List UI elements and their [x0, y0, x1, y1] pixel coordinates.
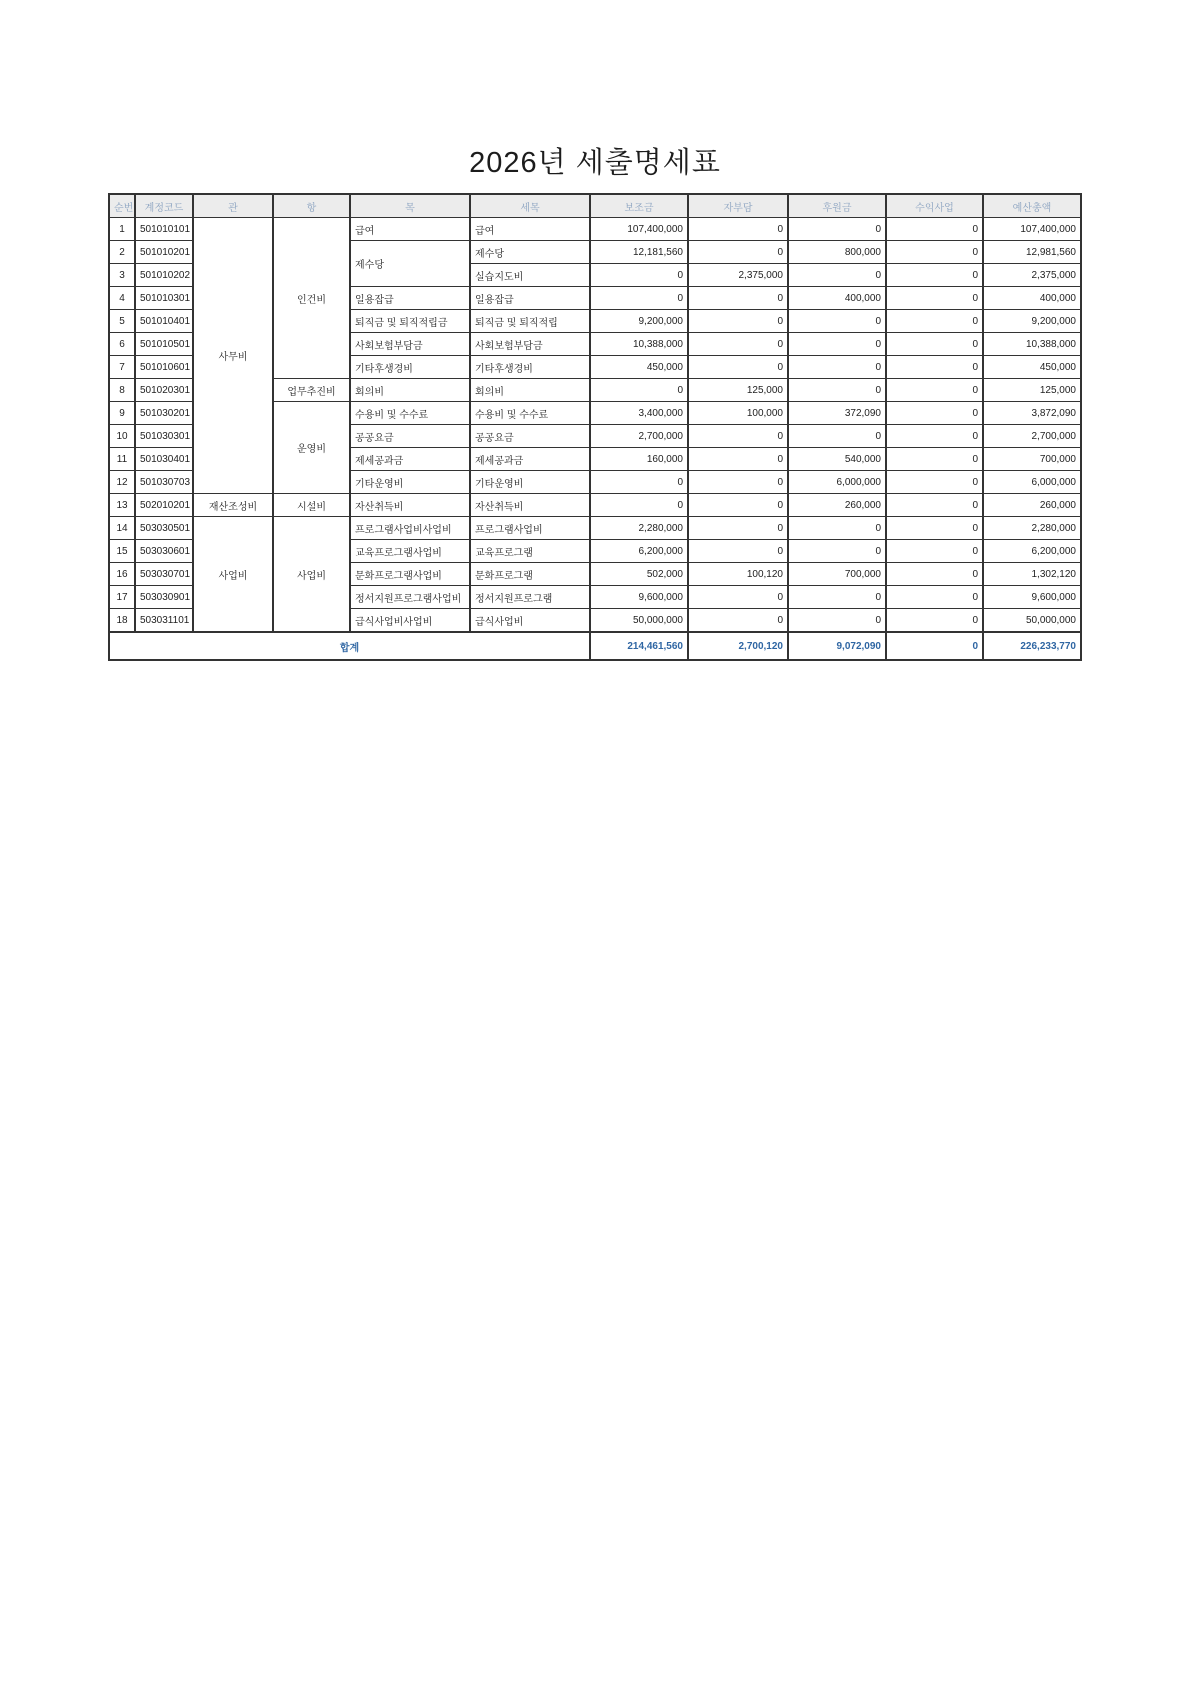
cell-amount-jabudam: 0: [688, 333, 788, 356]
cell-account-code: 502010201: [135, 494, 193, 517]
cell-amount-total-budget: 3,872,090: [983, 402, 1081, 425]
cell-amount-suiksaeop: 0: [886, 287, 983, 310]
total-amount-jabudam: 2,700,120: [688, 632, 788, 660]
col-header-gwan: 관: [193, 194, 273, 218]
cell-semok-item: 퇴직금 및 퇴직적립: [470, 310, 590, 333]
col-header-suiksaeop: 수익사업: [886, 194, 983, 218]
cell-amount-suiksaeop: 0: [886, 540, 983, 563]
cell-amount-suiksaeop: 0: [886, 379, 983, 402]
cell-amount-bojogeum: 0: [590, 494, 688, 517]
cell-amount-huwongeum: 0: [788, 356, 886, 379]
cell-amount-jabudam: 0: [688, 425, 788, 448]
cell-amount-jabudam: 0: [688, 494, 788, 517]
cell-amount-jabudam: 100,000: [688, 402, 788, 425]
cell-amount-huwongeum: 260,000: [788, 494, 886, 517]
cell-row-number: 8: [109, 379, 135, 402]
cell-amount-bojogeum: 9,600,000: [590, 586, 688, 609]
cell-amount-jabudam: 0: [688, 287, 788, 310]
cell-semok-item: 정서지원프로그램: [470, 586, 590, 609]
cell-amount-bojogeum: 0: [590, 287, 688, 310]
cell-amount-huwongeum: 0: [788, 264, 886, 287]
col-header-jabudam: 자부담: [688, 194, 788, 218]
cell-mok-item: 회의비: [350, 379, 470, 402]
cell-amount-suiksaeop: 0: [886, 310, 983, 333]
cell-row-number: 11: [109, 448, 135, 471]
cell-amount-bojogeum: 0: [590, 379, 688, 402]
table-row: [109, 494, 1081, 517]
cell-amount-total-budget: 6,200,000: [983, 540, 1081, 563]
cell-amount-total-budget: 2,280,000: [983, 517, 1081, 540]
cell-amount-total-budget: 125,000: [983, 379, 1081, 402]
cell-row-number: 14: [109, 517, 135, 540]
table-row: [109, 218, 1081, 241]
cell-mok-item: 프로그램사업비사업비: [350, 517, 470, 540]
cell-semok-item: 급식사업비: [470, 609, 590, 633]
cell-amount-suiksaeop: 0: [886, 425, 983, 448]
col-header-code: 계정코드: [135, 194, 193, 218]
cell-row-number: 4: [109, 287, 135, 310]
cell-mok-item: 문화프로그램사업비: [350, 563, 470, 586]
cell-amount-jabudam: 0: [688, 218, 788, 241]
cell-account-code: 503030901: [135, 586, 193, 609]
cell-amount-suiksaeop: 0: [886, 218, 983, 241]
cell-amount-total-budget: 400,000: [983, 287, 1081, 310]
cell-amount-huwongeum: 0: [788, 333, 886, 356]
cell-amount-bojogeum: 10,388,000: [590, 333, 688, 356]
cell-hang-category: 사업비: [273, 517, 350, 633]
col-header-huwongeum: 후원금: [788, 194, 886, 218]
cell-semok-item: 기타후생경비: [470, 356, 590, 379]
cell-mok-item: 일용잡급: [350, 287, 470, 310]
cell-amount-huwongeum: 400,000: [788, 287, 886, 310]
cell-semok-item: 일용잡급: [470, 287, 590, 310]
cell-amount-suiksaeop: 0: [886, 586, 983, 609]
total-label: 합계: [109, 632, 590, 660]
cell-amount-huwongeum: 0: [788, 425, 886, 448]
cell-account-code: 501020301: [135, 379, 193, 402]
cell-mok-item: 급식사업비사업비: [350, 609, 470, 633]
cell-amount-bojogeum: 502,000: [590, 563, 688, 586]
col-header-mok: 목: [350, 194, 470, 218]
cell-amount-suiksaeop: 0: [886, 609, 983, 633]
cell-row-number: 10: [109, 425, 135, 448]
cell-amount-suiksaeop: 0: [886, 471, 983, 494]
cell-amount-huwongeum: 800,000: [788, 241, 886, 264]
cell-semok-item: 공공요금: [470, 425, 590, 448]
cell-account-code: 501010601: [135, 356, 193, 379]
cell-amount-total-budget: 50,000,000: [983, 609, 1081, 633]
cell-account-code: 503030701: [135, 563, 193, 586]
cell-account-code: 503031101: [135, 609, 193, 633]
cell-account-code: 501010201: [135, 241, 193, 264]
cell-amount-bojogeum: 2,700,000: [590, 425, 688, 448]
cell-amount-suiksaeop: 0: [886, 333, 983, 356]
cell-amount-jabudam: 0: [688, 310, 788, 333]
cell-amount-total-budget: 10,388,000: [983, 333, 1081, 356]
cell-row-number: 12: [109, 471, 135, 494]
cell-amount-jabudam: 100,120: [688, 563, 788, 586]
col-header-hang: 항: [273, 194, 350, 218]
cell-mok-item: 공공요금: [350, 425, 470, 448]
cell-row-number: 15: [109, 540, 135, 563]
cell-mok-item: 제수당: [350, 241, 470, 287]
cell-semok-item: 급여: [470, 218, 590, 241]
cell-account-code: 503030501: [135, 517, 193, 540]
cell-row-number: 16: [109, 563, 135, 586]
cell-amount-suiksaeop: 0: [886, 494, 983, 517]
cell-amount-total-budget: 2,700,000: [983, 425, 1081, 448]
cell-hang-category: 운영비: [273, 402, 350, 494]
col-header-no: 순번: [109, 194, 135, 218]
cell-amount-huwongeum: 0: [788, 609, 886, 633]
cell-mok-item: 기타운영비: [350, 471, 470, 494]
cell-amount-huwongeum: 540,000: [788, 448, 886, 471]
cell-amount-jabudam: 0: [688, 241, 788, 264]
cell-row-number: 5: [109, 310, 135, 333]
cell-amount-suiksaeop: 0: [886, 448, 983, 471]
cell-semok-item: 제세공과금: [470, 448, 590, 471]
cell-amount-suiksaeop: 0: [886, 356, 983, 379]
cell-semok-item: 회의비: [470, 379, 590, 402]
cell-gwan-category: 재산조성비: [193, 494, 273, 517]
cell-mok-item: 교육프로그램사업비: [350, 540, 470, 563]
cell-amount-bojogeum: 50,000,000: [590, 609, 688, 633]
cell-amount-suiksaeop: 0: [886, 241, 983, 264]
col-header-semok: 세목: [470, 194, 590, 218]
cell-semok-item: 기타운영비: [470, 471, 590, 494]
cell-amount-huwongeum: 6,000,000: [788, 471, 886, 494]
cell-amount-suiksaeop: 0: [886, 517, 983, 540]
table-row: [109, 517, 1081, 540]
cell-amount-bojogeum: 9,200,000: [590, 310, 688, 333]
cell-amount-suiksaeop: 0: [886, 264, 983, 287]
cell-account-code: 501030201: [135, 402, 193, 425]
cell-row-number: 3: [109, 264, 135, 287]
cell-amount-jabudam: 0: [688, 540, 788, 563]
col-header-total-budget: 예산총액: [983, 194, 1081, 218]
cell-amount-jabudam: 0: [688, 586, 788, 609]
cell-mok-item: 급여: [350, 218, 470, 241]
cell-amount-bojogeum: 160,000: [590, 448, 688, 471]
table-header-row: [109, 194, 1081, 218]
cell-mok-item: 정서지원프로그램사업비: [350, 586, 470, 609]
cell-amount-jabudam: 0: [688, 471, 788, 494]
cell-hang-category: 업무추진비: [273, 379, 350, 402]
cell-amount-total-budget: 450,000: [983, 356, 1081, 379]
cell-amount-bojogeum: 2,280,000: [590, 517, 688, 540]
cell-row-number: 9: [109, 402, 135, 425]
cell-semok-item: 제수당: [470, 241, 590, 264]
budget-table: [108, 193, 1082, 661]
cell-row-number: 6: [109, 333, 135, 356]
cell-amount-huwongeum: 0: [788, 310, 886, 333]
cell-account-code: 501010501: [135, 333, 193, 356]
cell-amount-total-budget: 700,000: [983, 448, 1081, 471]
cell-amount-bojogeum: 107,400,000: [590, 218, 688, 241]
cell-amount-total-budget: 12,981,560: [983, 241, 1081, 264]
cell-semok-item: 실습지도비: [470, 264, 590, 287]
cell-amount-bojogeum: 0: [590, 264, 688, 287]
cell-gwan-category: 사무비: [193, 218, 273, 494]
cell-gwan-category: 사업비: [193, 517, 273, 633]
cell-mok-item: 기타후생경비: [350, 356, 470, 379]
cell-amount-bojogeum: 6,200,000: [590, 540, 688, 563]
cell-mok-item: 자산취득비: [350, 494, 470, 517]
cell-account-code: 501010202: [135, 264, 193, 287]
cell-amount-total-budget: 2,375,000: [983, 264, 1081, 287]
cell-account-code: 501010401: [135, 310, 193, 333]
cell-amount-jabudam: 2,375,000: [688, 264, 788, 287]
cell-amount-total-budget: 260,000: [983, 494, 1081, 517]
col-header-bojogeum: 보조금: [590, 194, 688, 218]
cell-row-number: 18: [109, 609, 135, 633]
cell-amount-jabudam: 0: [688, 356, 788, 379]
cell-amount-total-budget: 1,302,120: [983, 563, 1081, 586]
cell-amount-huwongeum: 700,000: [788, 563, 886, 586]
cell-row-number: 2: [109, 241, 135, 264]
cell-semok-item: 수용비 및 수수료: [470, 402, 590, 425]
cell-account-code: 501030301: [135, 425, 193, 448]
cell-amount-total-budget: 6,000,000: [983, 471, 1081, 494]
cell-amount-total-budget: 107,400,000: [983, 218, 1081, 241]
cell-amount-jabudam: 0: [688, 609, 788, 633]
total-amount-suiksaeop: 0: [886, 632, 983, 660]
cell-account-code: 501010101: [135, 218, 193, 241]
cell-amount-huwongeum: 372,090: [788, 402, 886, 425]
cell-amount-bojogeum: 3,400,000: [590, 402, 688, 425]
cell-account-code: 503030601: [135, 540, 193, 563]
cell-amount-bojogeum: 12,181,560: [590, 241, 688, 264]
cell-amount-bojogeum: 0: [590, 471, 688, 494]
cell-amount-jabudam: 0: [688, 517, 788, 540]
cell-row-number: 17: [109, 586, 135, 609]
cell-account-code: 501010301: [135, 287, 193, 310]
cell-mok-item: 사회보험부담금: [350, 333, 470, 356]
cell-amount-total-budget: 9,600,000: [983, 586, 1081, 609]
cell-row-number: 1: [109, 218, 135, 241]
cell-amount-jabudam: 125,000: [688, 379, 788, 402]
cell-row-number: 7: [109, 356, 135, 379]
cell-account-code: 501030703: [135, 471, 193, 494]
cell-amount-total-budget: 9,200,000: [983, 310, 1081, 333]
page-title: 2026년 세출명세표: [469, 147, 721, 179]
cell-amount-bojogeum: 450,000: [590, 356, 688, 379]
total-amount-bojogeum: 214,461,560: [590, 632, 688, 660]
cell-amount-huwongeum: 0: [788, 586, 886, 609]
cell-amount-suiksaeop: 0: [886, 563, 983, 586]
cell-hang-category: 인건비: [273, 218, 350, 379]
cell-mok-item: 수용비 및 수수료: [350, 402, 470, 425]
total-amount-total-budget: 226,233,770: [983, 632, 1081, 660]
cell-semok-item: 사회보험부담금: [470, 333, 590, 356]
total-amount-huwongeum: 9,072,090: [788, 632, 886, 660]
cell-amount-suiksaeop: 0: [886, 402, 983, 425]
cell-semok-item: 프로그램사업비: [470, 517, 590, 540]
cell-amount-huwongeum: 0: [788, 379, 886, 402]
cell-semok-item: 자산취득비: [470, 494, 590, 517]
total-row: [109, 632, 1081, 660]
cell-amount-huwongeum: 0: [788, 540, 886, 563]
cell-hang-category: 시설비: [273, 494, 350, 517]
cell-mok-item: 제세공과금: [350, 448, 470, 471]
cell-row-number: 13: [109, 494, 135, 517]
cell-mok-item: 퇴직금 및 퇴직적립금: [350, 310, 470, 333]
cell-amount-huwongeum: 0: [788, 517, 886, 540]
cell-semok-item: 문화프로그램: [470, 563, 590, 586]
cell-amount-huwongeum: 0: [788, 218, 886, 241]
cell-semok-item: 교육프로그램: [470, 540, 590, 563]
cell-account-code: 501030401: [135, 448, 193, 471]
cell-amount-jabudam: 0: [688, 448, 788, 471]
